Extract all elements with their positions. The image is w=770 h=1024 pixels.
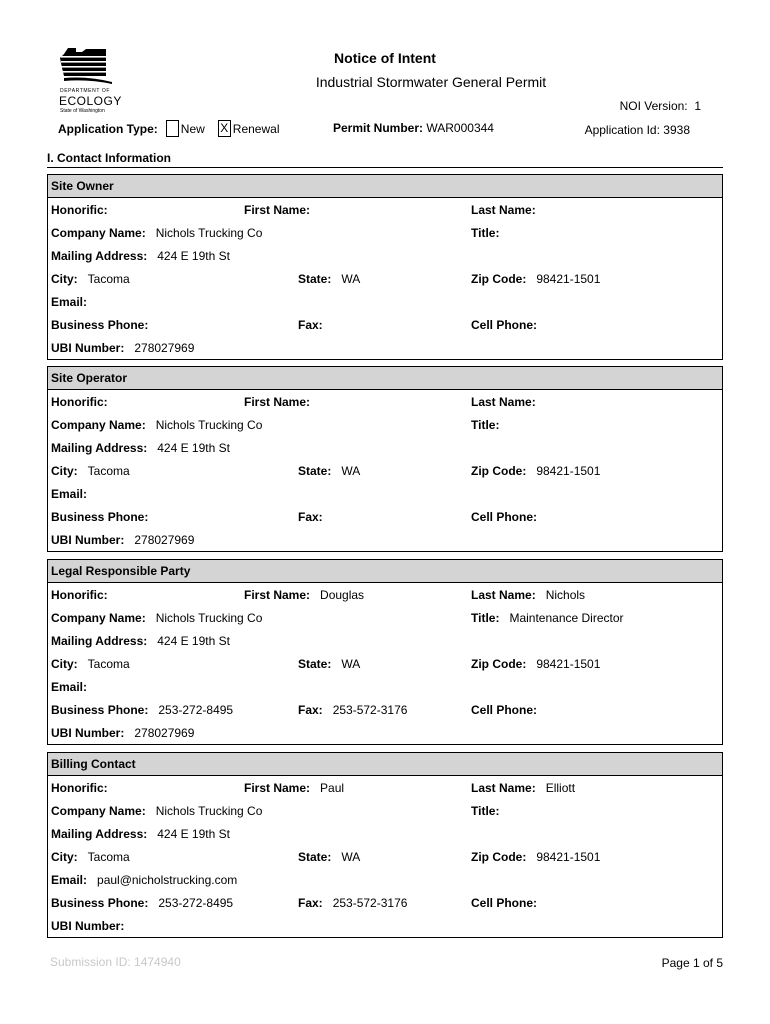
contact-block-site-owner	[47, 174, 723, 360]
state-value: WA	[341, 850, 361, 864]
title-field	[471, 226, 509, 240]
zip-value: 98421-1501	[536, 272, 601, 286]
zip-value: 98421-1501	[536, 464, 601, 478]
zip-label: Zip Code:	[471, 657, 527, 671]
honorific-label: Honorific:	[51, 588, 108, 602]
business-phone-field	[51, 318, 158, 332]
contact-row	[48, 652, 722, 675]
business-phone-field	[51, 703, 233, 717]
ubi-value: 278027969	[134, 726, 195, 740]
contact-row	[48, 198, 722, 221]
state-field	[298, 657, 360, 671]
ubi-field	[51, 919, 134, 933]
contact-row	[48, 698, 722, 721]
mailing-address-label: Mailing Address:	[51, 249, 148, 263]
ubi-label: UBI Number:	[51, 341, 125, 355]
cell-phone-label: Cell Phone:	[471, 318, 538, 332]
fax-field	[298, 510, 333, 524]
contact-row	[48, 583, 722, 606]
zip-field	[471, 464, 600, 478]
first-name-label: First Name:	[244, 588, 311, 602]
renewal-checkbox[interactable]: X	[218, 120, 231, 137]
email-field	[51, 873, 237, 887]
honorific-label: Honorific:	[51, 395, 108, 409]
company-name-field	[51, 804, 262, 818]
business-phone-label: Business Phone:	[51, 703, 149, 717]
email-field	[51, 487, 97, 501]
section-title: I. Contact Information	[47, 151, 171, 165]
contact-row	[48, 336, 722, 359]
zip-value: 98421-1501	[536, 850, 601, 864]
ubi-label: UBI Number:	[51, 726, 125, 740]
last-name-field	[471, 781, 575, 795]
mailing-address-value: 424 E 19th St	[157, 441, 230, 455]
first-name-label: First Name:	[244, 395, 311, 409]
mailing-address-label: Mailing Address:	[51, 441, 148, 455]
ubi-value: 278027969	[134, 533, 195, 547]
city-label: City:	[51, 464, 78, 478]
contact-row	[48, 482, 722, 505]
contact-row	[48, 799, 722, 822]
new-checkbox[interactable]	[166, 120, 179, 137]
company-name-value: Nichols Trucking Co	[155, 226, 263, 240]
last-name-label: Last Name:	[471, 781, 536, 795]
city-value: Tacoma	[87, 272, 130, 286]
mailing-address-field	[51, 441, 230, 455]
first-name-field	[244, 395, 320, 409]
honorific-label: Honorific:	[51, 781, 108, 795]
contact-row	[48, 776, 722, 799]
business-phone-value: 253-272-8495	[158, 896, 234, 910]
noi-version	[620, 99, 701, 113]
contact-row	[48, 459, 722, 482]
fax-label: Fax:	[298, 510, 323, 524]
first-name-value: Paul	[320, 781, 345, 795]
contact-row	[48, 606, 722, 629]
state-label: State:	[298, 657, 332, 671]
mailing-address-value: 424 E 19th St	[157, 249, 230, 263]
logo-name-text: ECOLOGY	[59, 94, 122, 108]
contact-block-heading: Site Owner	[48, 175, 722, 198]
contact-block-heading: Site Operator	[48, 367, 722, 390]
noi-version-label: NOI Version:	[619, 99, 688, 113]
contact-block-legal-responsible-party	[47, 559, 723, 745]
application-id-label: Application Id:	[584, 123, 660, 137]
business-phone-field	[51, 510, 158, 524]
ubi-field	[51, 533, 194, 547]
email-label: Email:	[51, 873, 88, 887]
state-label: State:	[298, 850, 332, 864]
contact-row	[48, 413, 722, 436]
city-field	[51, 657, 130, 671]
business-phone-value: 253-272-8495	[158, 703, 234, 717]
new-checkbox-label: New	[180, 121, 205, 136]
last-name-field	[471, 588, 585, 602]
company-name-value: Nichols Trucking Co	[155, 804, 263, 818]
cell-phone-field	[471, 896, 547, 910]
logo-state-text: State of Washington	[60, 108, 105, 114]
company-name-field	[51, 611, 262, 625]
section-divider	[47, 167, 723, 168]
fax-field	[298, 318, 333, 332]
title-label: Title:	[471, 226, 500, 240]
mailing-address-label: Mailing Address:	[51, 827, 148, 841]
submission-id: Submission ID: 1474940	[50, 955, 181, 969]
fax-field	[298, 703, 407, 717]
application-type	[58, 120, 280, 137]
state-label: State:	[298, 464, 332, 478]
contact-row	[48, 675, 722, 698]
email-field	[51, 680, 97, 694]
city-label: City:	[51, 272, 78, 286]
title-field	[471, 611, 624, 625]
first-name-field	[244, 203, 320, 217]
email-value: paul@nicholstrucking.com	[97, 873, 238, 887]
honorific-field	[51, 781, 118, 795]
ubi-label: UBI Number:	[51, 533, 125, 547]
ubi-field	[51, 341, 194, 355]
company-name-label: Company Name:	[51, 418, 146, 432]
first-name-label: First Name:	[244, 781, 311, 795]
first-name-label: First Name:	[244, 203, 311, 217]
contact-row	[48, 845, 722, 868]
business-phone-field	[51, 896, 233, 910]
cell-phone-field	[471, 318, 547, 332]
first-name-value: Douglas	[320, 588, 365, 602]
city-label: City:	[51, 657, 78, 671]
zip-label: Zip Code:	[471, 464, 527, 478]
company-name-field	[51, 418, 262, 432]
last-name-field	[471, 395, 546, 409]
email-field	[51, 295, 97, 309]
company-name-label: Company Name:	[51, 611, 146, 625]
document-title: Notice of Intent	[334, 50, 436, 66]
mailing-address-field	[51, 634, 230, 648]
company-name-label: Company Name:	[51, 804, 146, 818]
last-name-label: Last Name:	[471, 588, 536, 602]
contact-row	[48, 244, 722, 267]
contact-block-heading: Legal Responsible Party	[48, 560, 722, 583]
cell-phone-label: Cell Phone:	[471, 510, 538, 524]
zip-label: Zip Code:	[471, 850, 527, 864]
contact-row	[48, 868, 722, 891]
title-field	[471, 804, 509, 818]
city-field	[51, 272, 130, 286]
mailing-address-value: 424 E 19th St	[157, 827, 230, 841]
mailing-address-value: 424 E 19th St	[157, 634, 230, 648]
contact-row	[48, 221, 722, 244]
zip-field	[471, 272, 600, 286]
mailing-address-field	[51, 827, 230, 841]
mailing-address-label: Mailing Address:	[51, 634, 148, 648]
last-name-field	[471, 203, 546, 217]
company-name-field	[51, 226, 262, 240]
application-id-value: 3938	[663, 123, 690, 137]
fax-value: 253-572-3176	[332, 703, 408, 717]
contact-row	[48, 528, 722, 551]
state-value: WA	[341, 657, 361, 671]
city-value: Tacoma	[87, 657, 130, 671]
contact-block-site-operator	[47, 366, 723, 552]
fax-label: Fax:	[298, 703, 323, 717]
contact-row	[48, 505, 722, 528]
title-label: Title:	[471, 418, 500, 432]
honorific-field	[51, 395, 118, 409]
state-label: State:	[298, 272, 332, 286]
fax-value: 253-572-3176	[332, 896, 408, 910]
document-subtitle: Industrial Stormwater General Permit	[315, 74, 547, 90]
contact-block-billing-contact	[47, 752, 723, 938]
renewal-checkbox-label: Renewal	[232, 121, 280, 136]
page-number: Page 1 of 5	[661, 956, 723, 970]
cell-phone-label: Cell Phone:	[471, 703, 538, 717]
email-label: Email:	[51, 487, 88, 501]
state-value: WA	[341, 272, 361, 286]
permit-number-label: Permit Number:	[333, 121, 424, 135]
contact-row	[48, 267, 722, 290]
last-name-value: Elliott	[545, 781, 576, 795]
contact-row	[48, 629, 722, 652]
contact-row	[48, 891, 722, 914]
title-field	[471, 418, 509, 432]
city-label: City:	[51, 850, 78, 864]
honorific-field	[51, 203, 118, 217]
last-name-label: Last Name:	[471, 395, 536, 409]
contact-row	[48, 390, 722, 413]
contact-row	[48, 721, 722, 744]
fax-label: Fax:	[298, 896, 323, 910]
state-field	[298, 850, 360, 864]
city-value: Tacoma	[87, 850, 130, 864]
city-value: Tacoma	[87, 464, 130, 478]
cell-phone-field	[471, 510, 547, 524]
city-field	[51, 850, 130, 864]
fax-field	[298, 896, 407, 910]
honorific-label: Honorific:	[51, 203, 108, 217]
cell-phone-field	[471, 703, 547, 717]
state-value: WA	[341, 464, 361, 478]
contact-row	[48, 436, 722, 459]
title-label: Title:	[471, 611, 500, 625]
zip-value: 98421-1501	[536, 657, 601, 671]
contact-block-heading: Billing Contact	[48, 753, 722, 776]
cell-phone-label: Cell Phone:	[471, 896, 538, 910]
title-label: Title:	[471, 804, 500, 818]
contact-row	[48, 290, 722, 313]
zip-field	[471, 850, 600, 864]
company-name-value: Nichols Trucking Co	[155, 611, 263, 625]
noi-version-value: 1	[694, 99, 701, 113]
city-field	[51, 464, 130, 478]
first-name-field	[244, 588, 364, 602]
contact-row	[48, 313, 722, 336]
application-id	[585, 123, 690, 137]
business-phone-label: Business Phone:	[51, 510, 149, 524]
last-name-label: Last Name:	[471, 203, 536, 217]
business-phone-label: Business Phone:	[51, 318, 149, 332]
business-phone-label: Business Phone:	[51, 896, 149, 910]
state-field	[298, 272, 360, 286]
zip-label: Zip Code:	[471, 272, 527, 286]
logo-department-text: DEPARTMENT OF	[60, 88, 111, 94]
state-field	[298, 464, 360, 478]
zip-field	[471, 657, 600, 671]
permit-number-value: WAR000344	[426, 121, 494, 135]
mailing-address-field	[51, 249, 230, 263]
title-value: Maintenance Director	[509, 611, 624, 625]
fax-label: Fax:	[298, 318, 323, 332]
ubi-value: 278027969	[134, 341, 195, 355]
company-name-value: Nichols Trucking Co	[155, 418, 263, 432]
ubi-label: UBI Number:	[51, 919, 125, 933]
honorific-field	[51, 588, 118, 602]
permit-number	[333, 121, 494, 135]
company-name-label: Company Name:	[51, 226, 146, 240]
last-name-value: Nichols	[545, 588, 586, 602]
email-label: Email:	[51, 295, 88, 309]
email-label: Email:	[51, 680, 88, 694]
contact-row	[48, 914, 722, 937]
contact-row	[48, 822, 722, 845]
ubi-field	[51, 726, 194, 740]
application-type-label: Application Type:	[58, 121, 158, 136]
first-name-field	[244, 781, 344, 795]
